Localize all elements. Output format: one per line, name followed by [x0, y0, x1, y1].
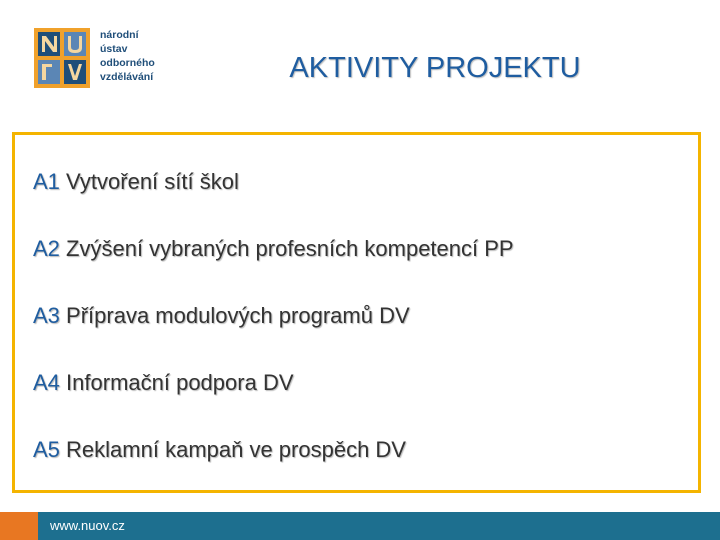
activity-text: Reklamní kampaň ve prospěch DV — [66, 437, 406, 462]
activity-item-a5 — [33, 437, 406, 463]
logo-line-4: vzdělávání — [100, 71, 154, 83]
nuov-logo-icon — [34, 28, 90, 88]
activity-item-a4 — [33, 370, 294, 396]
activity-text: Vytvoření sítí škol — [66, 169, 239, 194]
logo-line-1: národní — [100, 29, 139, 41]
footer-bar — [0, 512, 720, 540]
activity-item-a1 — [33, 169, 239, 195]
activity-item-a2 — [33, 236, 514, 262]
activity-code: A1 — [33, 169, 60, 194]
activity-text: Informační podpora DV — [66, 370, 294, 395]
activity-code: A2 — [33, 236, 60, 261]
activity-code: A5 — [33, 437, 60, 462]
logo-text — [100, 28, 170, 84]
activities-box — [12, 132, 701, 493]
footer-url-link[interactable]: www.nuov.cz — [50, 518, 125, 533]
logo-line-2: ústav — [100, 43, 128, 55]
page-title: AKTIVITY PROJEKTU — [289, 52, 581, 84]
footer-accent — [0, 512, 38, 540]
activity-code: A4 — [33, 370, 60, 395]
logo-line-3: odborného — [100, 57, 155, 69]
activity-item-a3 — [33, 303, 410, 329]
nuov-logo — [34, 28, 166, 90]
activity-code: A3 — [33, 303, 60, 328]
activity-text: Zvýšení vybraných profesních kompetencí PP — [66, 236, 514, 261]
activity-text: Příprava modulových programů DV — [66, 303, 410, 328]
